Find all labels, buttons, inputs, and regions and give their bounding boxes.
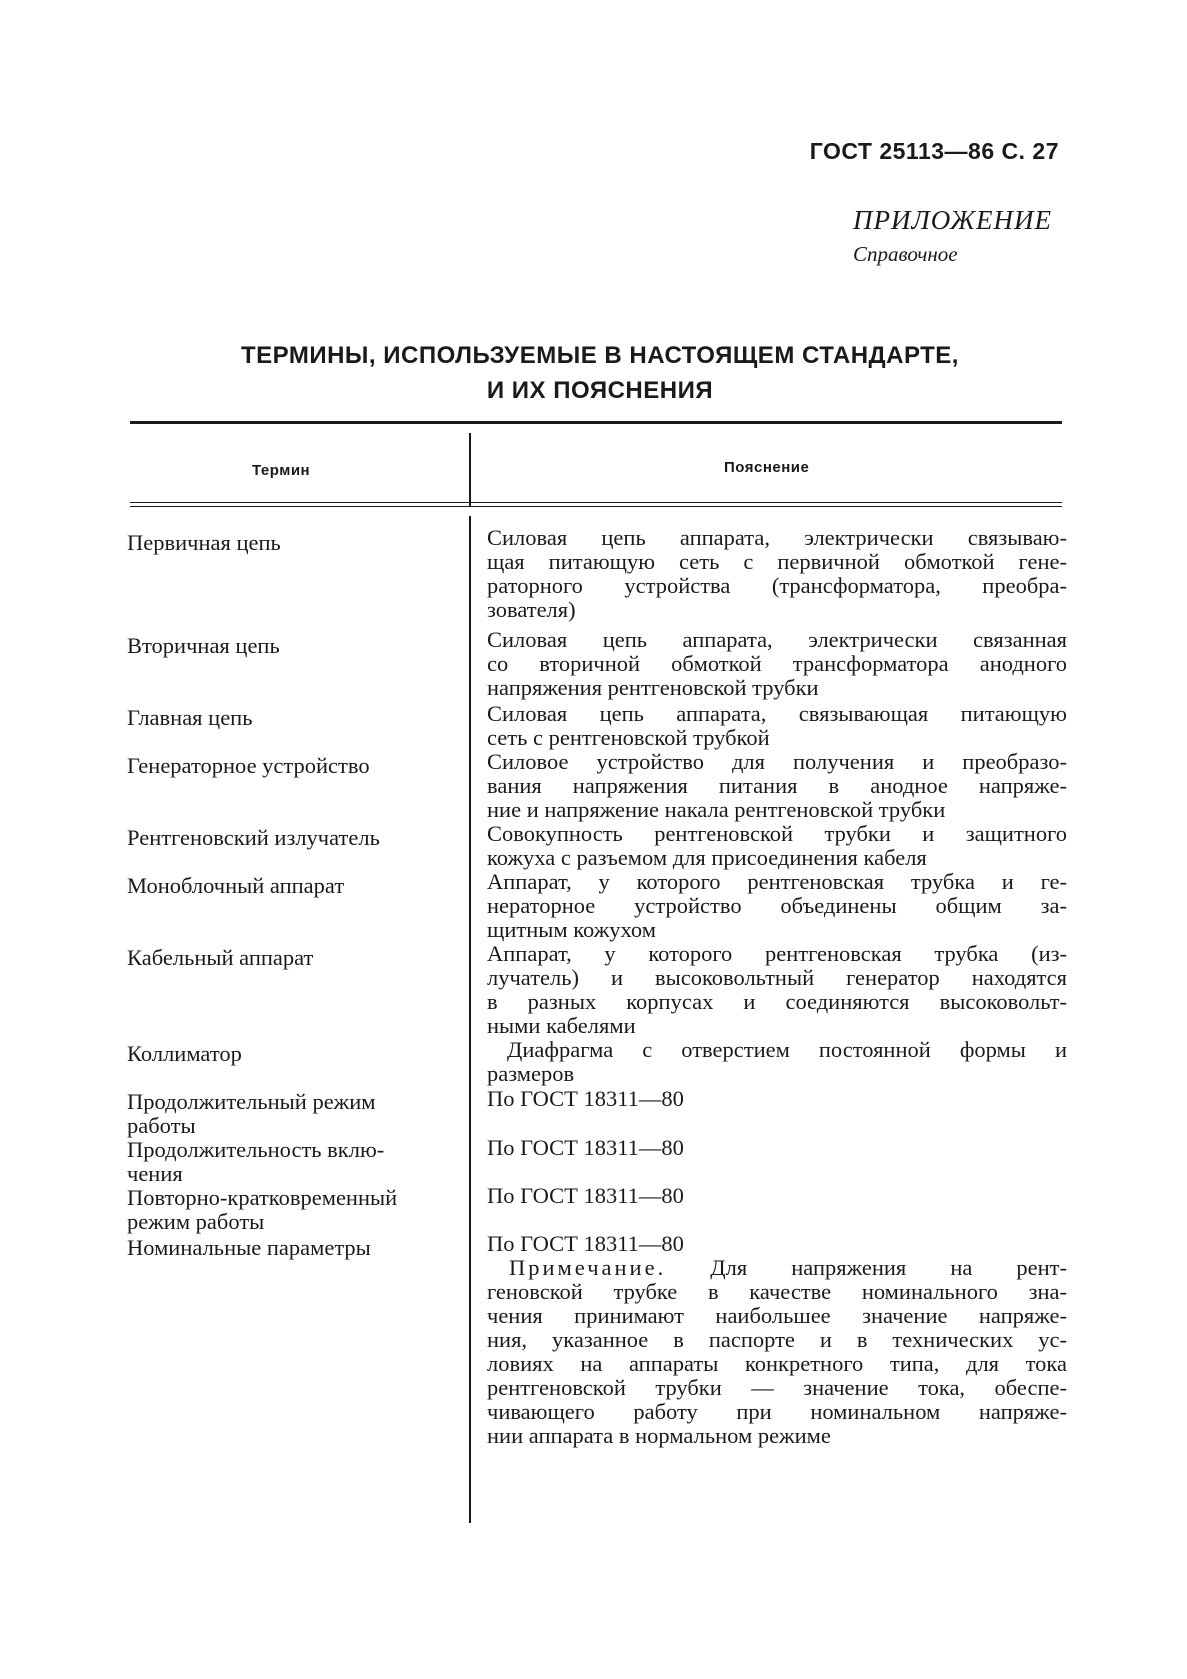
- body-column-divider: [469, 516, 471, 1523]
- document-title: [120, 338, 1080, 408]
- explanation-line: щая питающую сеть с первичной обмоткой гене-: [487, 549, 1067, 574]
- term-cell: [127, 1186, 457, 1234]
- explanation-cell: [487, 870, 1067, 942]
- header-bottom-rule-second: [130, 506, 1062, 507]
- appendix-title: ПРИЛОЖЕНИЕ: [853, 205, 1052, 235]
- explanation-line: Аппарат, у которого рентгеновская трубка (из-: [487, 941, 1067, 966]
- note-line: рентгеновской трубки — значение тока, обеспе-: [487, 1375, 1067, 1400]
- explanation-line: в разных корпусах и соединяются высоковольт-: [487, 989, 1067, 1014]
- term-cell: Кабельный аппарат: [127, 945, 314, 970]
- term-line: работы: [127, 1113, 196, 1138]
- term-cell: Коллиматор: [127, 1041, 242, 1066]
- explanation-line: раторного устройства (трансформатора, преобра-: [487, 573, 1067, 598]
- header-bottom-rule: [130, 502, 1062, 503]
- page-header-code: ГОСТ 25113—86 С. 27: [809, 138, 1059, 164]
- explanation-line: со вторичной обмоткой трансформатора анодного: [487, 651, 1067, 676]
- term-cell: Вторичная цепь: [127, 633, 280, 658]
- term-cell: Генераторное устройство: [127, 753, 370, 778]
- explanation-line: Силовая цепь аппарата, электрически связываю-: [487, 525, 1067, 550]
- note-first-line: [487, 1256, 1067, 1280]
- explanation-line: щитным кожухом: [487, 917, 656, 942]
- explanation-line: Диафрагма с отверстием постоянной формы и: [507, 1037, 1067, 1062]
- appendix-label: [853, 205, 1052, 267]
- term-line: режим работы: [127, 1209, 265, 1234]
- explanation-cell: [487, 942, 1067, 1038]
- explanation-line: Силовая цепь аппарата, связывающая питающую: [487, 701, 1067, 726]
- explanation-cell: [487, 1087, 1067, 1111]
- explanation-cell: [487, 1184, 1067, 1208]
- explanation-line: ными кабелями: [487, 1013, 636, 1038]
- note-first-line-rest: Для напряжения на рент-: [710, 1255, 1068, 1280]
- explanation-cell: [487, 526, 1067, 622]
- note-line: ловиях на аппараты конкретного типа, для тока: [487, 1351, 1067, 1376]
- term-line: Повторно-кратковременный: [127, 1185, 398, 1210]
- explanation-line: По ГОСТ 18311—80: [487, 1086, 684, 1111]
- term-cell: Первичная цепь: [127, 530, 281, 555]
- explanation-line: кожуха с разъемом для присоединения кабеля: [487, 845, 927, 870]
- explanation-cell: [487, 1232, 1067, 1256]
- explanation-line: Силовая цепь аппарата, электрически связанная: [487, 627, 1067, 652]
- explanation-cell: [487, 1136, 1067, 1160]
- table-top-rule: [130, 421, 1062, 424]
- note-line: чения принимают наибольшее значение напряже-: [487, 1303, 1067, 1328]
- explanation-line: нераторное устройство объединены общим за-: [487, 893, 1067, 918]
- note-line: нии аппарата в нормальном режиме: [487, 1423, 831, 1448]
- explanation-line: зователя): [487, 597, 576, 622]
- term-cell: [127, 1090, 457, 1138]
- term-cell: Моноблочный аппарат: [127, 873, 345, 898]
- explanation-line: Аппарат, у которого рентгеновская трубка и ге-: [487, 869, 1067, 894]
- explanation-line: сеть с рентгеновской трубкой: [487, 725, 770, 750]
- header-column-divider: [469, 433, 471, 506]
- appendix-subtitle: Справочное: [853, 242, 958, 266]
- note-label: Примечание.: [509, 1255, 667, 1280]
- explanation-line: По ГОСТ 18311—80: [487, 1135, 684, 1160]
- explanation-line: Совокупность рентгеновской трубки и защитного: [487, 821, 1067, 846]
- explanation-cell: [487, 628, 1067, 700]
- document-title-line-1: ТЕРМИНЫ, ИСПОЛЬЗУЕМЫЕ В НАСТОЯЩЕМ СТАНДАРТЕ,: [241, 342, 959, 369]
- document-title-line-2: И ИХ ПОЯСНЕНИЯ: [486, 377, 714, 404]
- term-line: Продолжительный режим: [127, 1089, 376, 1114]
- note-line: геновской трубке в качестве номинального зна-: [487, 1279, 1067, 1304]
- explanation-cell: [487, 702, 1067, 750]
- explanation-cell: [487, 822, 1067, 870]
- explanation-cell: [487, 1038, 1067, 1086]
- explanation-cell: [487, 750, 1067, 822]
- term-line: чения: [127, 1161, 183, 1186]
- term-cell: Рентгеновский излучатель: [127, 825, 380, 850]
- explanation-line: Силовое устройство для получения и преобразо-: [487, 749, 1067, 774]
- explanation-line: По ГОСТ 18311—80: [487, 1183, 684, 1208]
- column-header-term: Термин: [252, 462, 311, 479]
- note-block: [487, 1256, 1067, 1448]
- term-cell: Номинальные параметры: [127, 1235, 371, 1260]
- note-line: ния, указанное в паспорте и в технических ус-: [487, 1327, 1067, 1352]
- explanation-line: По ГОСТ 18311—80: [487, 1231, 684, 1256]
- explanation-line: вания напряжения питания в анодное напряже-: [487, 773, 1067, 798]
- explanation-line: напряжения рентгеновской трубки: [487, 675, 819, 700]
- column-header-explanation: Пояснение: [724, 459, 810, 476]
- explanation-line: размеров: [487, 1061, 575, 1086]
- term-line: Продолжительность вклю-: [127, 1137, 385, 1162]
- term-cell: Главная цепь: [127, 705, 253, 730]
- term-cell: [127, 1138, 457, 1186]
- explanation-line: ние и напряжение накала рентгеновской трубки: [487, 797, 946, 822]
- note-line: чивающего работу при номинальном напряже-: [487, 1399, 1067, 1424]
- explanation-line: лучатель) и высоковольтный генератор находятся: [487, 965, 1067, 990]
